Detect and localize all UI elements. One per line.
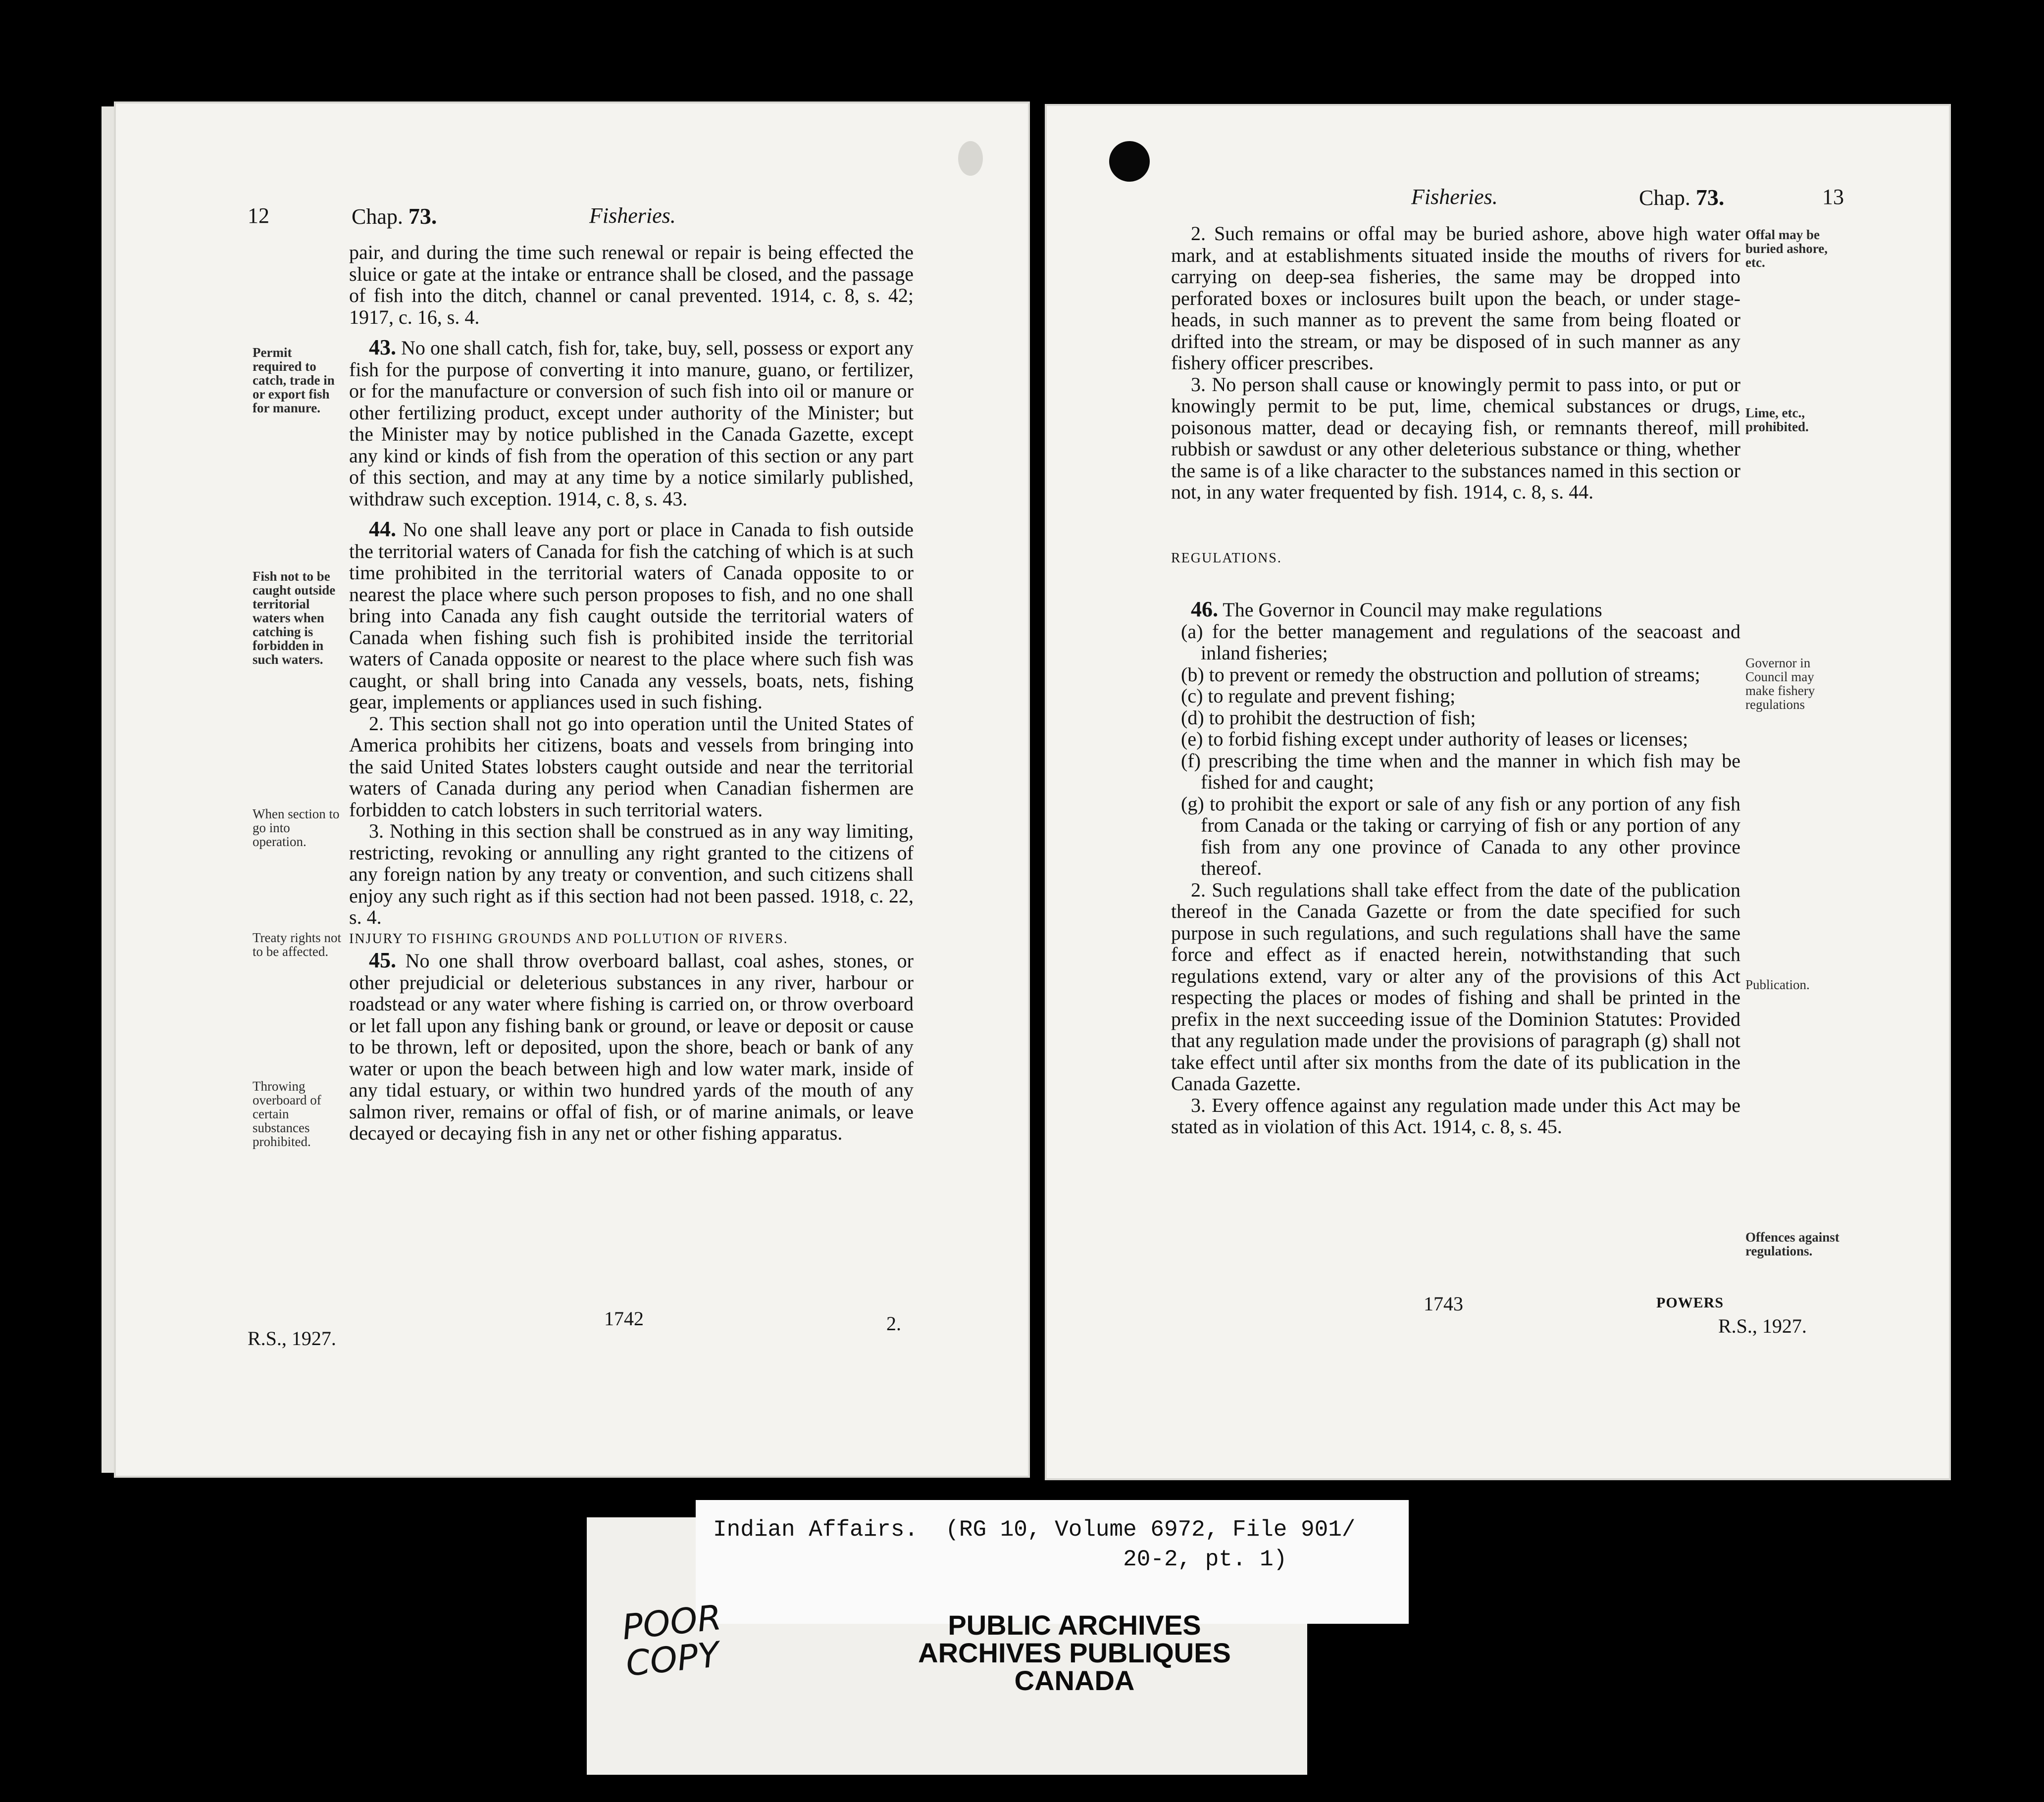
- folio: 1743: [1424, 1293, 1463, 1315]
- signature-mark: 2.: [886, 1312, 901, 1335]
- running-title: Fisheries.: [589, 203, 676, 228]
- margin-note: Publication.: [1745, 977, 1810, 992]
- stamp-line: COPY: [624, 1634, 721, 1685]
- folio: 1742: [604, 1307, 644, 1330]
- chapter-label: Chap.: [1639, 186, 1690, 210]
- section-46: [1171, 599, 1740, 621]
- section-text: No one shall leave any port or place in Canada to fish outside the territorial waters of Canada for fish the catching of which is at such time prohibited in the territorial waters of Canada opposite to or nearest the place where such person proposes to fish, and no one shall bring into Canada any fish caught outside the territorial waters of Canada when fishing such fish is prohibited inside the territorial waters of Canada opposite or nearest to the place where such fish was caught, or shall bring into Canada any vessels, boats, nets, fishing gear, implements or appliances used in such fishing.: [349, 518, 914, 713]
- margin-note: Offal may be buried ashore, etc.: [1745, 227, 1828, 270]
- clause-d: (d) to prohibit the destruction of fish;: [1181, 706, 1476, 729]
- margin-note: Permit required to catch, trade in or export fish for manure.: [253, 345, 335, 415]
- subsection: 3. No person shall cause or knowingly permit to pass into, or put or knowingly permit to be put, lime, chemical substances or drugs, poisonous matter, dead or decaying fish, or remnants thereof, mill rubbish or sawdust or any other deleterious substance or thing, whether the same is of a like character to the substances named in this section or not, in any water frequented by fish. 1914, c. 8, s. 44.: [1171, 373, 1740, 503]
- binding-hole: [1109, 141, 1150, 182]
- continuation-paragraph: pair, and during the time such renewal or repair is being effected the sluice or gate at the intake or entrance shall be closed, and the passage of fish into the ditch, channel or canal prevented. 1914, c. 8, s. 42; 1917, c. 16, s. 4.: [349, 241, 914, 328]
- clause-b: (b) to prevent or remedy the obstruction and pollution of streams;: [1181, 663, 1700, 686]
- section-heading: INJURY TO FISHING GROUNDS AND POLLUTION OF RIVERS.: [349, 931, 788, 947]
- section-text: No one shall catch, fish for, take, buy, sell, possess or export any fish for the purpose of converting it into manure, guano, or fertilizer, or for the manufacture or conversion of such fish into oil or manure or other fertilizing product, except under authority of the Minister; but the Minister may by notice published in the Canada Gazette, except any kind or kinds of fish from the operation of this section or any part of this section, and may at any time by a notice similarly published, withdraw such exception. 1914, c. 8, s. 43.: [349, 337, 914, 510]
- margin-note: Offences against regulations.: [1745, 1230, 1840, 1258]
- archives-imprint: [876, 1611, 1273, 1695]
- section-number: 46.: [1191, 597, 1218, 621]
- section-44: [349, 518, 914, 713]
- right-page-text: [1171, 223, 1740, 1138]
- subsection: 2. Such regulations shall take effect from the date of the publication thereof in the Canada Gazette or from the date specified for such purpose in such regulations, and such regulations shall have the same force and effect as if enacted herein, notwithstanding that such regulations extend, vary or alter any of the provisions of this Act respecting the places or modes of fishing and shall be printed in the prefix in the next succeeding issue of the Dominion Statutes: Provided that any regulation made under the provisions of paragraph (g) shall not take effect until after six months from the date of its publication in the Canada Gazette.: [1171, 878, 1740, 1095]
- margin-note: Lime, etc., prohibited.: [1745, 405, 1809, 434]
- imprint: R.S., 1927.: [248, 1327, 336, 1350]
- margin-note: Governor in Council may make fishery regulations: [1745, 655, 1815, 712]
- margin-note: Treaty rights not to be affected.: [253, 930, 342, 959]
- subsection: 2. This section shall not go into operation until the United States of America prohibits her citizens, boats and vessels from bringing into the said United States lobsters caught outside and near the territorial waters of Canada during any period when Canadian fishermen are forbidden to catch lobsters in such territorial waters.: [349, 712, 914, 821]
- chapter-number: 73.: [408, 203, 437, 229]
- archives-line: CANADA: [1014, 1665, 1135, 1696]
- running-title: Fisheries.: [1411, 185, 1498, 209]
- clause-f: (f) prescribing the time when and the manner in which fish may be fished for and caught;: [1181, 749, 1740, 793]
- margin-note: Fish not to be caught outside territorial waters when catching is forbidden in such waters.: [253, 569, 336, 667]
- archive-reference: Indian Affairs. (RG 10, Volume 6972, File 901/ 20-2, pt. 1): [713, 1517, 1356, 1572]
- page-number: 13: [1822, 185, 1844, 209]
- subsection: 3. Every offence against any regulation made under this Act may be stated as in violation of this Act. 1914, c. 8, s. 45.: [1171, 1094, 1740, 1138]
- page-edge: [102, 106, 115, 1473]
- clause-g: (g) to prohibit the export or sale of any fish or any portion of any fish from Canada or the taking or carrying of fish or any portion of any fish from any one province of Canada to any other province thereof.: [1181, 792, 1740, 879]
- left-page-text: [349, 242, 914, 1144]
- section-number: 43.: [369, 335, 396, 359]
- section-text: No one shall throw overboard ballast, coal ashes, stones, or other prejudicial or deleterious substances in any river, harbour or roadstead or any water where fishing is carried on, or throw overboard or let fall upon any fishing bank or ground, or leave or deposit or cause to be thrown, left or deposited, upon the shore, beach or bank of any water or upon the beach between high and low water mark, inside of any tidal estuary, or within two hundred yards of the mouth of any salmon river, remains or offal of fish, or of marine animals, or leave decayed or decaying fish in any net or other fishing apparatus.: [349, 950, 914, 1144]
- section-text: The Governor in Council may make regulations: [1223, 599, 1602, 621]
- chapter-number: 73.: [1695, 185, 1725, 210]
- margin-note: Throwing overboard of certain substances prohibited.: [253, 1079, 321, 1149]
- clause-c: (c) to regulate and prevent fishing;: [1181, 685, 1456, 707]
- section-45: [349, 950, 914, 1144]
- subsection: 2. Such remains or offal may be buried ashore, above high water mark, and at establishments situated inside the mouths of rivers for carrying on deep-sea fisheries, the same may be dropped into perforated boxes or inclosures built upon the beach, or under stage-heads, in such manner as to prevent the same from being floated or drifted into the stream, or may be disposed of in such manner as any fishery officer prescribes.: [1171, 222, 1740, 374]
- subsection: 3. Nothing in this section shall be construed as in any way limiting, restricting, revoking or annulling any right granted to the citizens of any foreign nation by any treaty or convention, and such citizens shall enjoy any such right as if this section had not been passed. 1918, c. 22, s. 4.: [349, 820, 914, 928]
- section-heading: REGULATIONS.: [1171, 550, 1282, 566]
- label-bottom-strip: [634, 1748, 1297, 1775]
- clause-a: (a) for the better management and regulations of the seacoast and inland fisheries;: [1181, 620, 1740, 664]
- section-number: 44.: [369, 517, 396, 541]
- chapter-heading: [1639, 184, 1724, 210]
- binding-hole: [958, 141, 983, 176]
- chapter-label: Chap.: [352, 204, 403, 229]
- page-number: 12: [248, 203, 269, 228]
- poor-copy-stamp: [620, 1597, 727, 1685]
- imprint: R.S., 1927.: [1718, 1315, 1807, 1337]
- chapter-heading: [352, 203, 437, 229]
- clause-e: (e) to forbid fishing except under authority of leases or licenses;: [1181, 728, 1688, 750]
- stamp-line: POOR: [620, 1597, 723, 1648]
- section-43: [349, 337, 914, 509]
- catchword: POWERS: [1656, 1295, 1724, 1311]
- section-number: 45.: [369, 948, 396, 972]
- archives-line: ARCHIVES PUBLIQUES: [918, 1637, 1231, 1668]
- archives-line: PUBLIC ARCHIVES: [948, 1609, 1201, 1641]
- margin-note: When section to go into operation.: [253, 806, 340, 849]
